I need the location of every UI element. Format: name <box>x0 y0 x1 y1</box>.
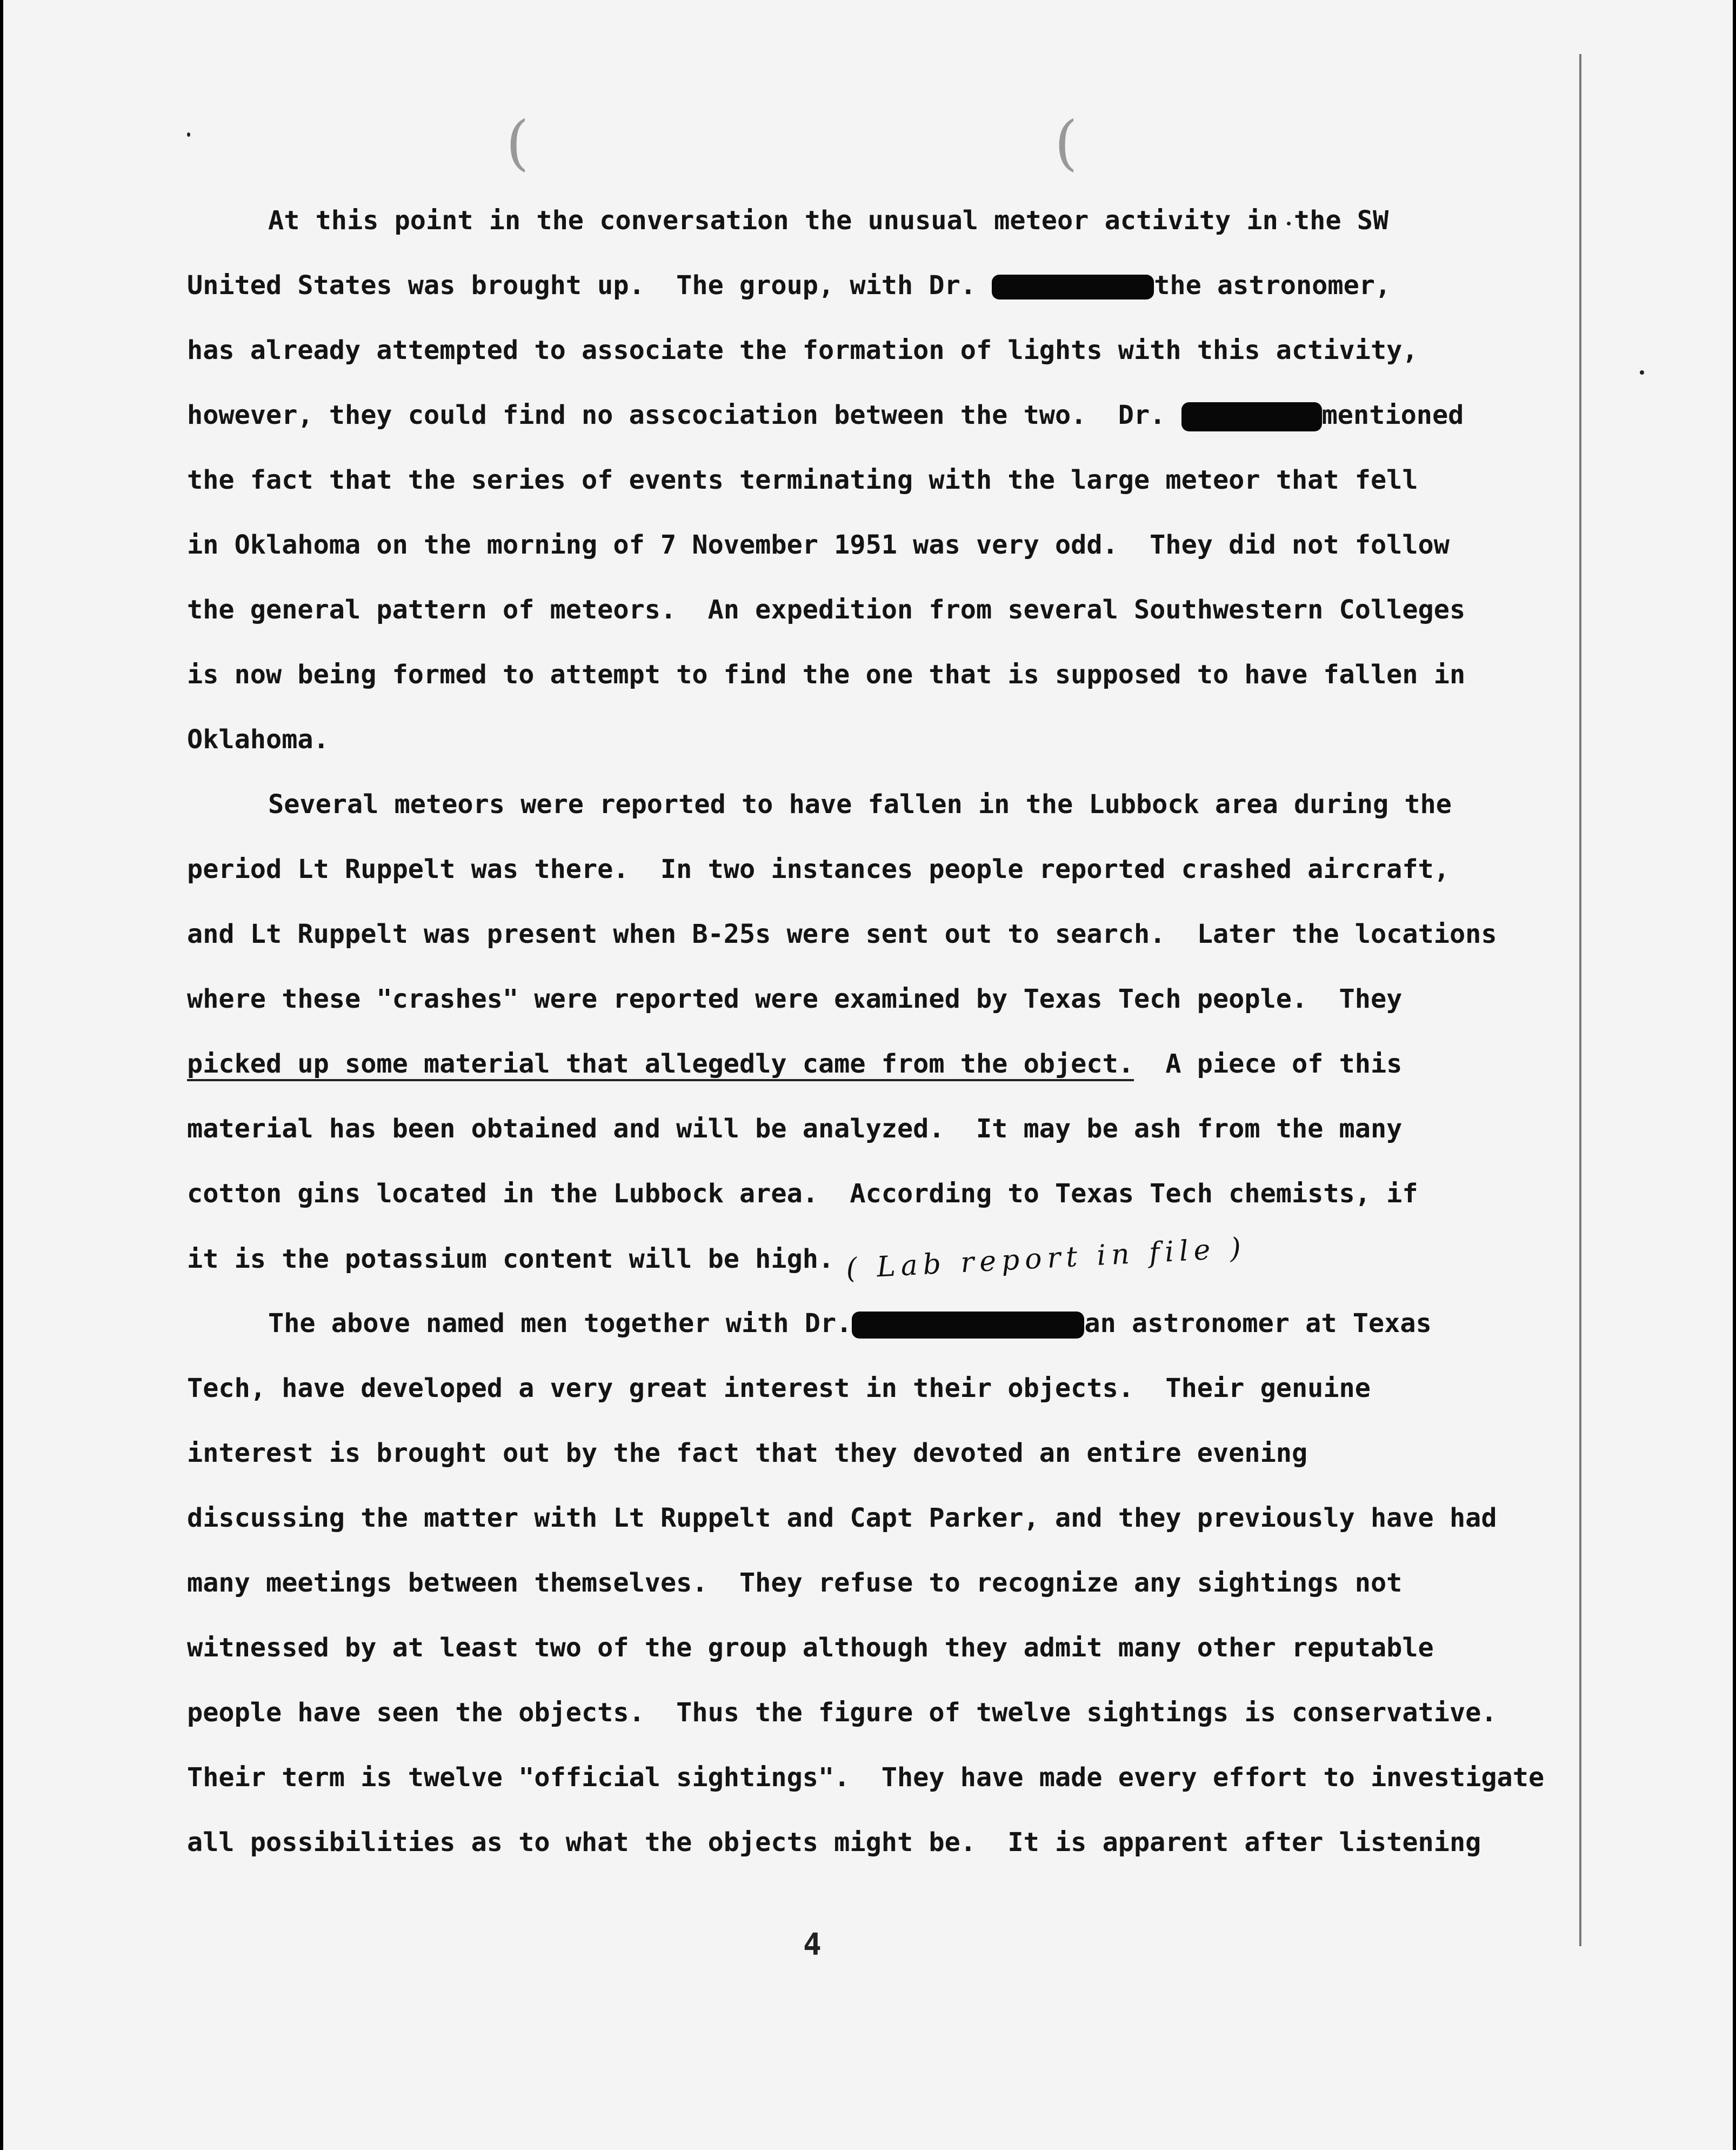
document-page <box>3 0 1733 2150</box>
text-line: all possibilities as to what the objects might be. It is apparent after listening <box>187 1827 1481 1858</box>
redaction <box>992 275 1154 299</box>
text-line: the fact that the series of events terminating with the large meteor that fell <box>187 465 1418 495</box>
text-line: The above named men together with Dr. an astronomer at Texas <box>268 1308 1432 1339</box>
text-line: Their term is twelve "official sightings". They have made every effort to investigate <box>187 1762 1545 1793</box>
text-line: cotton gins located in the Lubbock area. According to Texas Tech chemists, if <box>187 1179 1418 1209</box>
text-line: Tech, have developed a very great interest in their objects. Their genuine <box>187 1373 1371 1403</box>
page-number: 4 <box>803 1927 822 1962</box>
text-line: picked up some material that allegedly came from the object. A piece of this <box>187 1048 1402 1080</box>
text-line: people have seen the objects. Thus the figure of twelve sightings is conservative. <box>187 1698 1497 1728</box>
text-line: discussing the matter with Lt Ruppelt and Capt Parker, and they previously have had <box>187 1503 1497 1533</box>
text-line: has already attempted to associate the formation of lights with this activity, <box>187 335 1418 365</box>
speck <box>1640 370 1644 375</box>
text-line: United States was brought up. The group, with Dr. the astronomer, <box>187 270 1391 301</box>
handwritten-note: ( Lab report in file ) <box>845 1232 1247 1286</box>
text-line: Oklahoma. <box>187 724 329 755</box>
text-line: it is the potassium content will be high. ( Lab report in file ) <box>187 1232 1247 1286</box>
binder-mark-right: ( <box>1054 108 1078 177</box>
underlined-text: picked up some material that allegedly came from the object. <box>187 1049 1134 1081</box>
text-line: the general pattern of meteors. An expedition from several Southwestern Colleges <box>187 595 1466 625</box>
text-line: many meetings between themselves. They refuse to recognize any sightings not <box>187 1568 1403 1598</box>
redaction <box>852 1312 1084 1339</box>
text-line: however, they could find no asscociation between the two. Dr. mentioned <box>187 400 1464 430</box>
text-line: witnessed by at least two of the group although they admit many other reputable <box>187 1633 1434 1663</box>
text-line: and Lt Ruppelt was present when B-25s were sent out to search. Later the locations <box>187 919 1497 949</box>
text-line: is now being formed to attempt to find the one that is supposed to have fallen in <box>187 660 1466 690</box>
text-line: period Lt Ruppelt was there. In two instances people reported crashed aircraft, <box>187 854 1450 884</box>
text-line: where these "crashes" were reported were examined by Texas Tech people. They <box>187 984 1403 1014</box>
text-line: material has been obtained and will be analyzed. It may be ash from the many <box>187 1114 1403 1144</box>
page-edge <box>1579 54 1581 1946</box>
text-line: Several meteors were reported to have fallen in the Lubbock area during the <box>268 789 1452 820</box>
redaction <box>1181 402 1322 431</box>
text-line: At this point in the conversation the unusual meteor activity in the SW <box>268 205 1389 236</box>
text-line: in Oklahoma on the morning of 7 November 1951 was very odd. They did not follow <box>187 530 1450 560</box>
binder-mark-left: ( <box>506 108 529 177</box>
text-line: interest is brought out by the fact that they devoted an entire evening <box>187 1438 1308 1468</box>
speck <box>187 132 190 137</box>
